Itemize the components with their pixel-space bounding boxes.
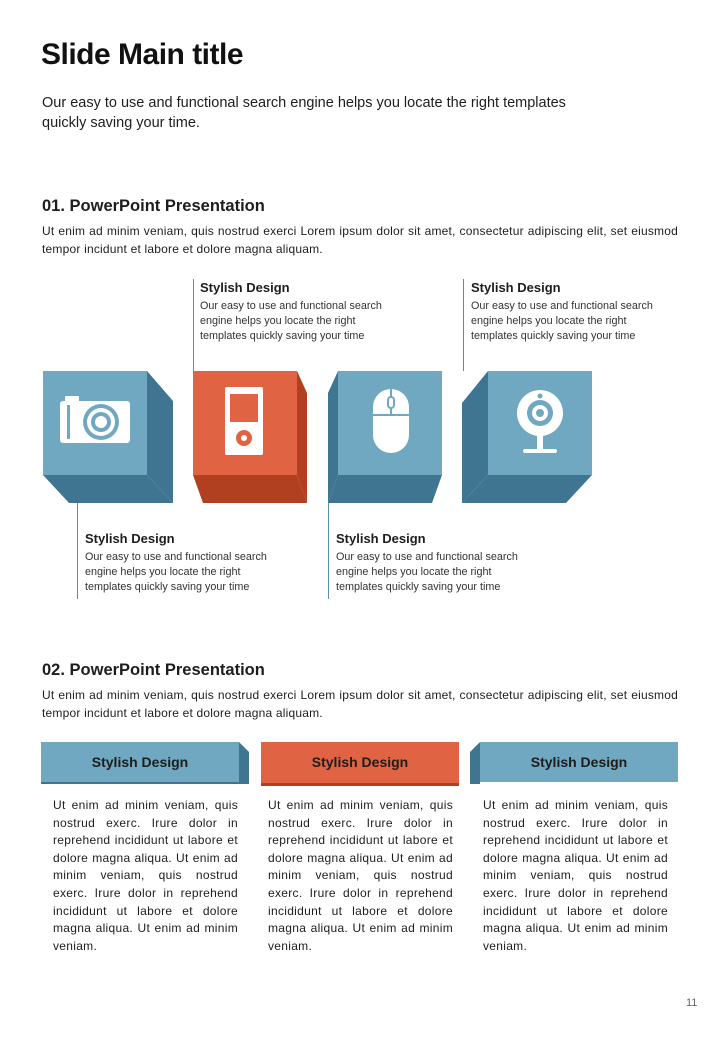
column-header-1 — [41, 742, 249, 784]
section-2-body: Ut enim ad minim veniam, quis nostrud exerci Lorem ipsum dolor sit amet, consectetur adipiscing elit, set eiusmod tempor incidunt et labore et dolore magna aliquam. — [42, 688, 678, 720]
camera-icon — [60, 396, 130, 443]
mp3-player-icon — [225, 387, 263, 455]
cube-webcam — [462, 371, 592, 503]
callout-text: Our easy to use and functional search engine helps you locate the right templates quickly saving your time — [471, 300, 653, 342]
callout-connector — [463, 279, 464, 371]
mouse-icon — [373, 389, 409, 453]
callout-title: Stylish Design — [471, 280, 561, 295]
callout-2 — [200, 280, 400, 343]
cube-camera — [43, 371, 173, 503]
callout-connector — [77, 503, 78, 599]
column-text-2: Ut enim ad minim veniam, quis nostrud exerc. Irure dolor in reprehend incididunt ut labore et dolore magna aliqua. Ut enim ad minim veniam, quis nostrud exerc. Irure dolor in reprehend incididunt ut labore et dolore magna aliqua. Ut enim ad minim veniam. — [268, 798, 453, 953]
callout-connector — [328, 503, 329, 599]
cube-mouse — [328, 371, 442, 503]
page-subtitle: Our easy to use and functional search engine helps you locate the right templates quickly saving your time. — [42, 95, 566, 131]
page-title: Slide Main title — [41, 38, 244, 71]
column-header-2 — [261, 742, 469, 784]
column-header-label: Stylish Design — [530, 754, 628, 770]
callout-4 — [471, 280, 671, 343]
callout-text: Our easy to use and functional search engine helps you locate the right templates quickly saving your time — [200, 300, 382, 342]
section-1-heading: 01. PowerPoint Presentation — [42, 197, 265, 215]
section-2-heading: 02. PowerPoint Presentation — [42, 661, 265, 679]
column-header-label: Stylish Design — [311, 754, 409, 770]
callout-3 — [336, 531, 536, 594]
column-header-3 — [470, 742, 678, 784]
section-1-body: Ut enim ad minim veniam, quis nostrud exerci Lorem ipsum dolor sit amet, consectetur adipiscing elit, set eiusmod tempor incidunt et labore et dolore magna aliquam. — [42, 224, 678, 256]
column-header-label: Stylish Design — [91, 754, 189, 770]
callout-title: Stylish Design — [200, 280, 290, 295]
callout-text: Our easy to use and functional search engine helps you locate the right templates quickly saving your time — [85, 551, 267, 593]
callout-title: Stylish Design — [85, 531, 175, 546]
column-text-3: Ut enim ad minim veniam, quis nostrud exerc. Irure dolor in reprehend incididunt ut labore et dolore magna aliqua. Ut enim ad minim veniam, quis nostrud exerc. Irure dolor in reprehend incididunt ut labore et dolore magna aliqua. Ut enim ad minim veniam. — [483, 798, 668, 953]
callout-text: Our easy to use and functional search engine helps you locate the right templates quickly saving your time — [336, 551, 518, 593]
callout-title: Stylish Design — [336, 531, 426, 546]
page-number: 11 — [686, 997, 698, 1009]
callout-connector — [193, 279, 194, 371]
column-text-1: Ut enim ad minim veniam, quis nostrud exerc. Irure dolor in reprehend incididunt ut labore et dolore magna aliqua. Ut enim ad minim veniam, quis nostrud exerc. Irure dolor in reprehend incididunt ut labore et dolore magna aliqua. Ut enim ad minim veniam. — [53, 798, 238, 953]
cube-mp3-player — [193, 371, 307, 503]
callout-1 — [85, 531, 285, 594]
